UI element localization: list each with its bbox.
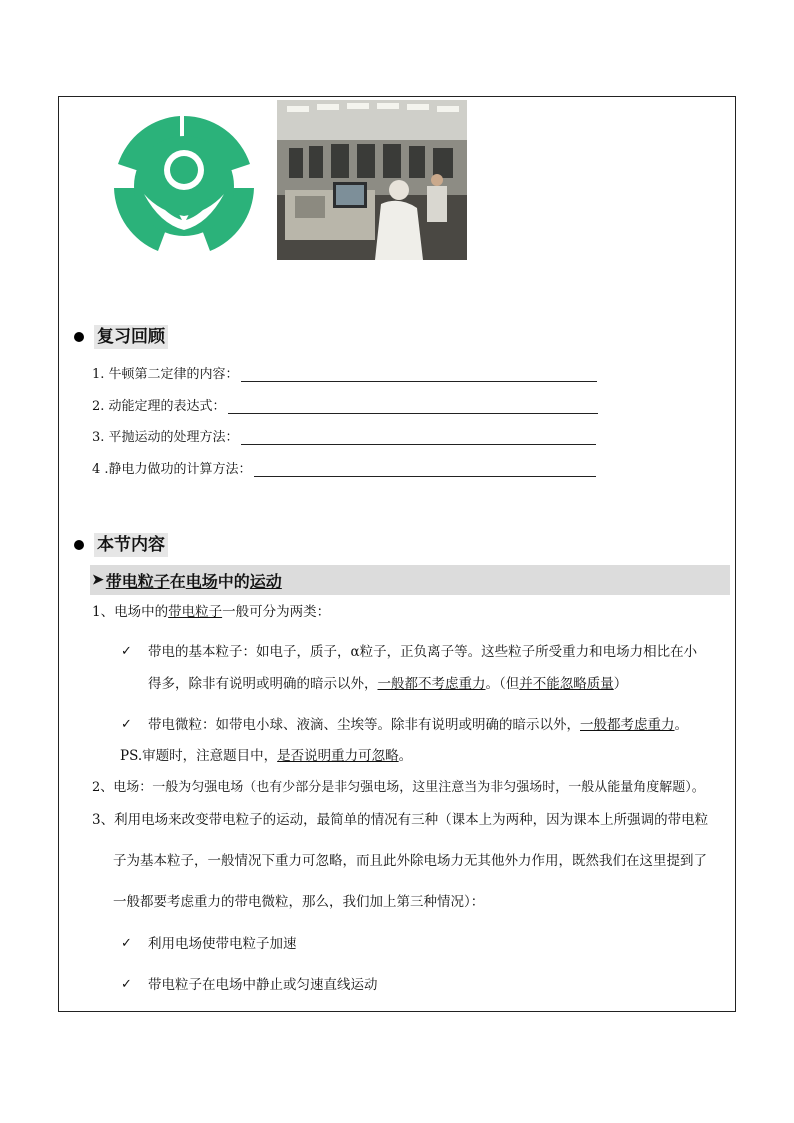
ps-a: PS.审题时，注意题目中，	[120, 748, 278, 764]
ps-note	[120, 746, 412, 766]
check-icon: ✓	[121, 936, 132, 951]
bullet-icon	[74, 332, 84, 342]
check-icon: ✓	[121, 977, 132, 992]
micro-particle-line	[148, 715, 688, 735]
subtitle-part-5: 运动	[249, 571, 282, 591]
review-title: 复习回顾	[94, 325, 168, 349]
micro-b: 一般都考虑重力	[580, 717, 675, 733]
p1-text-b: 带电粒子	[168, 604, 223, 620]
basic-particle-line-2	[148, 674, 627, 694]
paragraph-3-line-3: 一般都要考虑重力的带电微粒，那么，我们加上第三种情况）：	[113, 894, 485, 910]
arrow-icon: ➤	[92, 572, 104, 588]
basic-l2-e: ）	[613, 676, 628, 692]
question-2-label: 2. 动能定理的表达式：	[92, 399, 226, 414]
micro-c: 。	[674, 717, 688, 733]
subtitle-part-3: 电场	[185, 571, 218, 591]
radura-logo-icon	[110, 112, 258, 260]
case-1: 利用电场使带电粒子加速	[148, 936, 297, 952]
paragraph-3-line-1: 3、利用电场来改变带电粒子的运动，最简单的情况有三种（课本上为两种，因为课本上所强调的带电粒	[92, 812, 709, 828]
subtitle-part-2: 在	[169, 571, 186, 591]
question-1	[92, 362, 597, 382]
check-icon: ✓	[121, 644, 132, 659]
basic-l2-a: 得多，除非有说明或明确的暗示以外，	[148, 676, 378, 692]
paragraph-3-line-2: 子为基本粒子，一般情况下重力可忽略，而且此外除电场力无其他外力作用，既然我们在这里提到了	[113, 853, 707, 869]
basic-particle-line-1: 带电的基本粒子：如电子，质子，α粒子，正负离子等。这些粒子所受重力和电场力相比在小	[148, 644, 698, 660]
paragraph-1-intro	[92, 602, 330, 622]
subtitle-part-4: 中的	[217, 571, 250, 591]
subtitle-part-1: 带电粒子	[105, 571, 170, 591]
question-4	[92, 457, 596, 477]
basic-l2-b: 一般都不考虑重力	[377, 676, 486, 692]
check-icon: ✓	[121, 717, 132, 732]
micro-a: 带电微粒：如带电小球、液滴、尘埃等。除非有说明或明确的暗示以外，	[148, 717, 580, 733]
basic-l2-c: 。（但	[485, 676, 520, 692]
answer-blank-3[interactable]	[241, 430, 596, 445]
p1-text-c: 一般可分为两类：	[222, 604, 331, 620]
answer-blank-2[interactable]	[228, 399, 598, 414]
answer-blank-1[interactable]	[241, 367, 597, 382]
ps-b: 是否说明重力可忽略	[277, 748, 399, 764]
bullet-icon	[74, 540, 84, 550]
question-4-label: 4 .静电力做功的计算方法：	[92, 462, 252, 477]
question-3-label: 3. 平抛运动的处理方法：	[92, 430, 239, 445]
case-2: 带电粒子在电场中静止或匀速直线运动	[148, 977, 378, 993]
section-heading	[74, 533, 168, 557]
control-room-photo	[277, 100, 467, 260]
basic-l2-d: 并不能忽略质量	[519, 676, 614, 692]
answer-blank-4[interactable]	[254, 462, 596, 477]
subtitle-bar	[90, 565, 730, 595]
ps-c: 。	[398, 748, 413, 764]
section-title: 本节内容	[94, 533, 168, 557]
question-1-label: 1. 牛顿第二定律的内容：	[92, 367, 239, 382]
review-heading	[74, 325, 168, 349]
paragraph-2: 2、电场：一般为匀强电场（也有少部分是非匀强电场，这里注意当为非匀强场时，一般从能量角度解题）。	[92, 780, 705, 795]
question-2	[92, 394, 598, 414]
p1-text-a: 1、电场中的	[92, 604, 169, 620]
question-3	[92, 425, 596, 445]
